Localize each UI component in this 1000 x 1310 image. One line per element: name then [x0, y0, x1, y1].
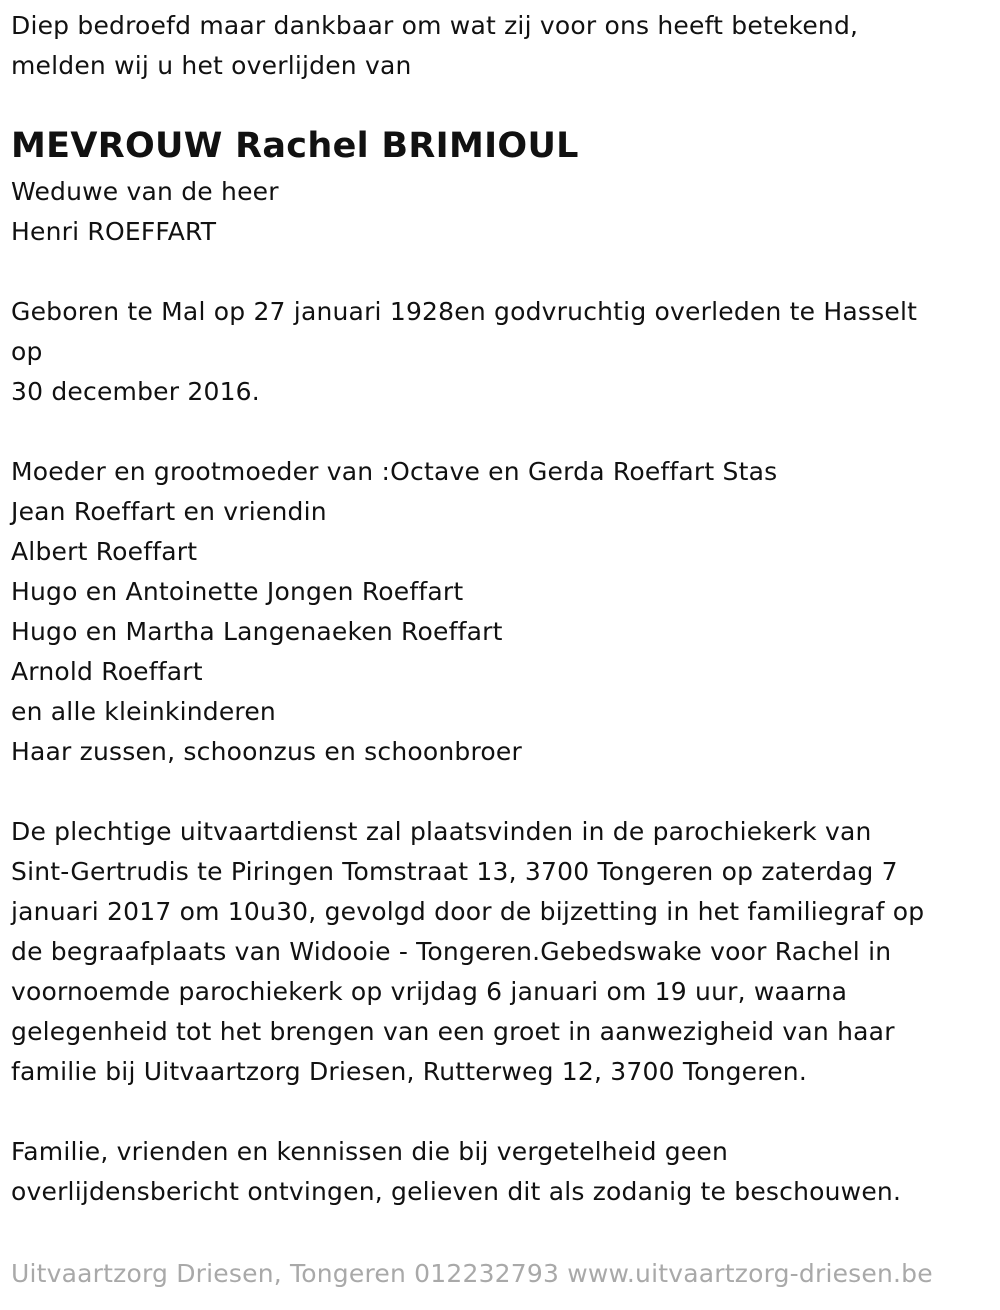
family-line: Hugo en Antoinette Jongen Roeffart [11, 577, 464, 606]
funeral-home-footer: Uitvaartzorg Driesen, Tongeren 012232793 www.uitvaartzorg-driesen.be [11, 1259, 933, 1288]
ceremony-line: januari 2017 om 10u30, gevolgd door de bijzetting in het familiegraf op [11, 897, 925, 926]
spouse-paragraph [11, 172, 991, 252]
deceased-name: MEVROUW Rachel BRIMIOUL [11, 126, 579, 166]
family-paragraph [11, 452, 991, 772]
family-line: Moeder en grootmoeder van :Octave en Gerda Roeffart Stas [11, 457, 778, 486]
birth-death-line: 30 december 2016. [11, 377, 260, 406]
family-line: Jean Roeffart en vriendin [11, 497, 327, 526]
family-line: Hugo en Martha Langenaeken Roeffart [11, 617, 503, 646]
paragraph-spacer [11, 252, 991, 292]
birth-death-line: op [11, 337, 43, 366]
ceremony-line: gelegenheid tot het brengen van een groet in aanwezigheid van haar [11, 1017, 895, 1046]
intro-line: melden wij u het overlijden van [11, 51, 412, 80]
family-line: en alle kleinkinderen [11, 697, 276, 726]
ceremony-line: de begraafplaats van Widooie - Tongeren.Gebedswake voor Rachel in [11, 937, 892, 966]
birth-death-line: Geboren te Mal op 27 januari 1928en godvruchtig overleden te Hasselt [11, 297, 918, 326]
notice-line: Familie, vrienden en kennissen die bij vergetelheid geen [11, 1137, 729, 1166]
notice-paragraph [11, 1132, 991, 1212]
family-line: Haar zussen, schoonzus en schoonbroer [11, 737, 522, 766]
spouse-line: Henri ROEFFART [11, 217, 217, 246]
intro-paragraph [11, 6, 991, 86]
ceremony-line: De plechtige uitvaartdienst zal plaatsvinden in de parochiekerk van [11, 817, 872, 846]
family-line: Arnold Roeffart [11, 657, 203, 686]
spouse-line: Weduwe van de heer [11, 177, 279, 206]
family-line: Albert Roeffart [11, 537, 198, 566]
birth-death-paragraph [11, 292, 991, 412]
ceremony-line: Sint-Gertrudis te Piringen Tomstraat 13, 3700 Tongeren op zaterdag 7 [11, 857, 898, 886]
ceremony-paragraph [11, 812, 991, 1092]
paragraph-spacer [11, 772, 991, 812]
obituary-document [11, 6, 991, 1212]
notice-line: overlijdensbericht ontvingen, gelieven dit als zodanig te beschouwen. [11, 1177, 902, 1206]
ceremony-line: voornoemde parochiekerk op vrijdag 6 januari om 19 uur, waarna [11, 977, 848, 1006]
paragraph-spacer [11, 412, 991, 452]
ceremony-line: familie bij Uitvaartzorg Driesen, Rutterweg 12, 3700 Tongeren. [11, 1057, 807, 1086]
intro-line: Diep bedroefd maar dankbaar om wat zij voor ons heeft betekend, [11, 11, 859, 40]
paragraph-spacer [11, 1092, 991, 1132]
